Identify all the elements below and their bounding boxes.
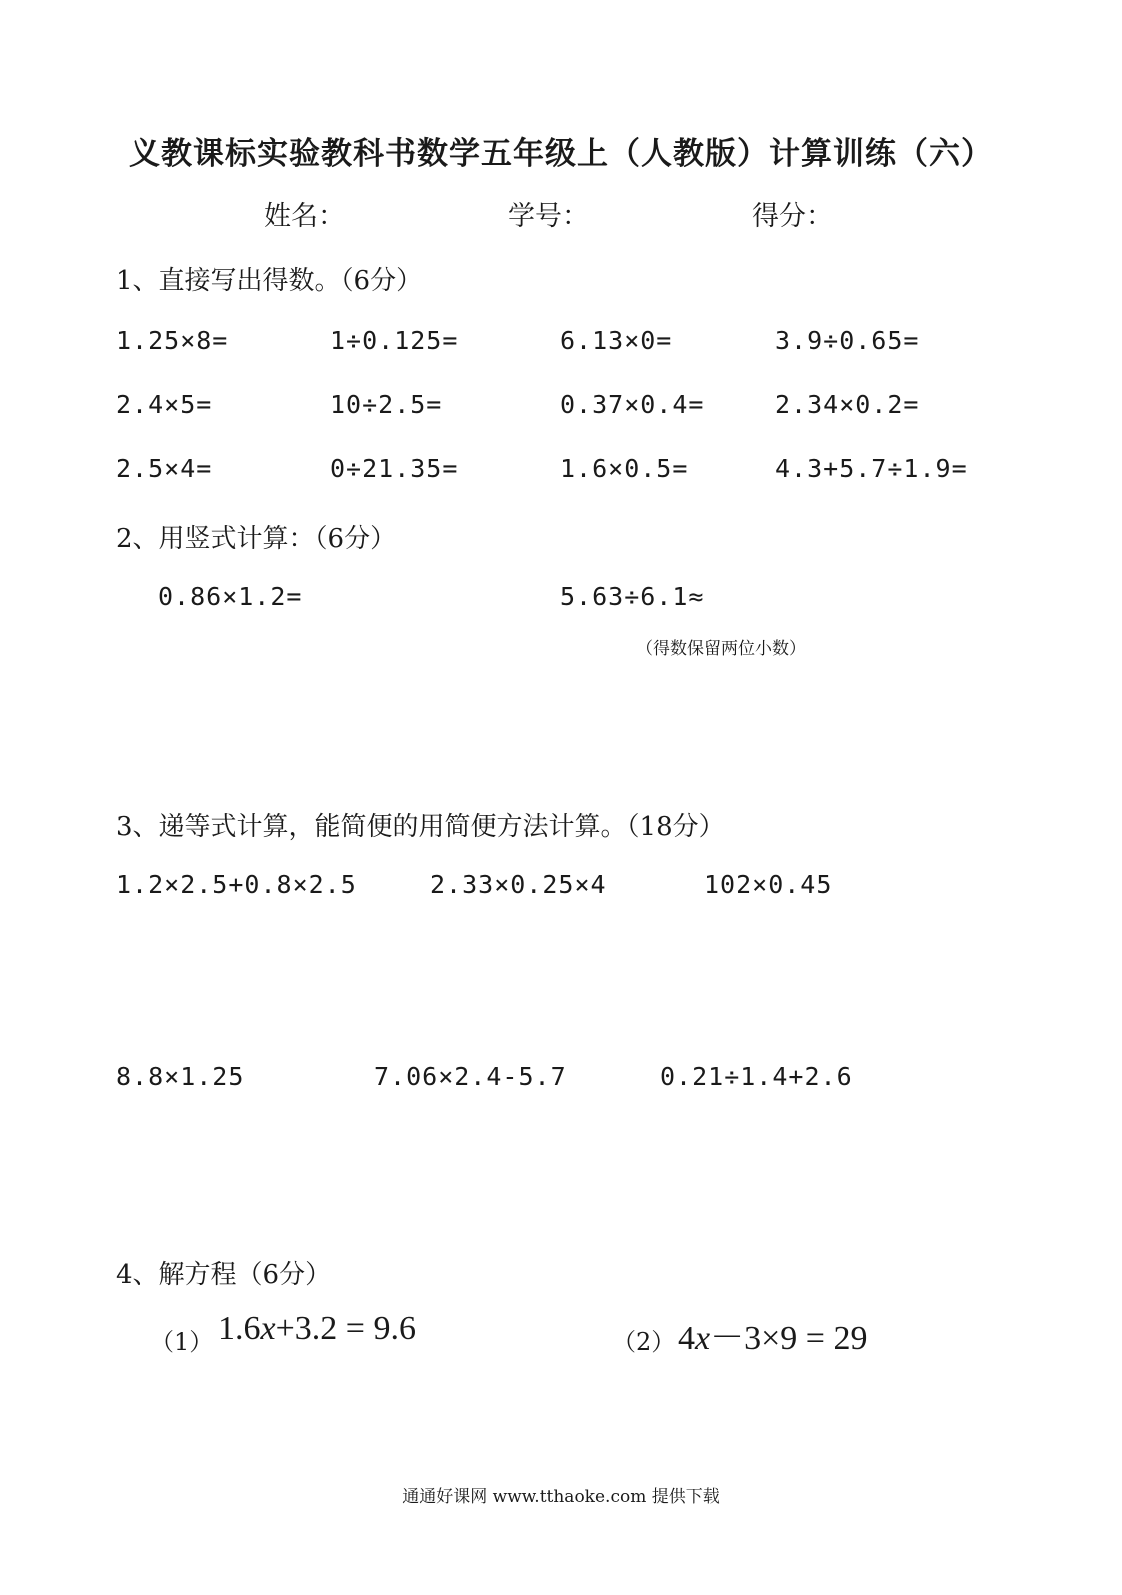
- problem: 1.25×8=: [116, 326, 229, 355]
- problem: 0.37×0.4=: [560, 390, 705, 419]
- step-calc-problem: 2.33×0.25×4: [430, 870, 607, 899]
- problem: 2.5×4=: [116, 454, 213, 483]
- equation-1-label: （1）: [150, 1328, 214, 1356]
- section-1-heading: 1、直接写出得数。（6分）: [116, 266, 423, 296]
- equation-2: 4x－3×9 = 29: [678, 1320, 868, 1357]
- section-2-heading: 2、用竖式计算：（6分）: [116, 524, 397, 554]
- problem: 0÷21.35=: [330, 454, 459, 483]
- problem: 2.34×0.2=: [775, 390, 920, 419]
- name-field-label: 姓名：: [264, 201, 345, 232]
- rounding-note: （得数保留两位小数）: [636, 639, 806, 659]
- problem: 2.4×5=: [116, 390, 213, 419]
- footer-source: 通通好课网 www.tthaoke.com 提供下载: [402, 1487, 720, 1507]
- step-calc-problem: 102×0.45: [704, 870, 833, 899]
- problem: 4.3+5.7÷1.9=: [775, 454, 968, 483]
- score-label: 得分：: [752, 201, 833, 232]
- page-title: 义教课标实验教科书数学五年级上（人教版）计算训练（六）: [129, 136, 993, 172]
- student-number-label: 学号：: [508, 201, 589, 232]
- equation-1: 1.6x+3.2 = 9.6: [218, 1310, 416, 1347]
- step-calc-problem: 0.21÷1.4+2.6: [660, 1062, 853, 1091]
- step-calc-problem: 1.2×2.5+0.8×2.5: [116, 870, 357, 899]
- vertical-calc-problem: 5.63÷6.1≈: [560, 582, 705, 611]
- vertical-calc-problem: 0.86×1.2=: [158, 582, 303, 611]
- problem: 10÷2.5=: [330, 390, 443, 419]
- problem: 3.9÷0.65=: [775, 326, 920, 355]
- section-4-heading: 4、解方程（6分）: [116, 1260, 332, 1290]
- problem: 1÷0.125=: [330, 326, 459, 355]
- problem: 1.6×0.5=: [560, 454, 689, 483]
- section-3-heading: 3、递等式计算，能简便的用简便方法计算。（18分）: [116, 812, 725, 842]
- problem: 6.13×0=: [560, 326, 673, 355]
- equation-2-label: （2）: [612, 1328, 676, 1356]
- step-calc-problem: 8.8×1.25: [116, 1062, 245, 1091]
- step-calc-problem: 7.06×2.4-5.7: [374, 1062, 567, 1091]
